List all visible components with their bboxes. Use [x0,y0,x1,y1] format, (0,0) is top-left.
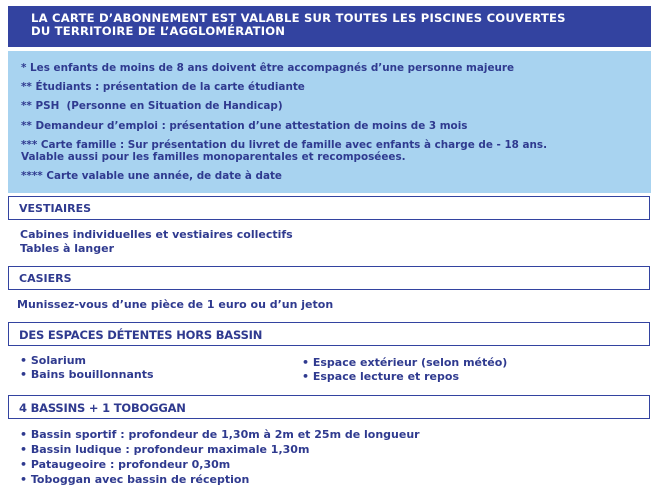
list-item: • Espace extérieur (selon météo) [302,356,508,369]
detente-list-right [302,356,507,383]
casiers-text: Munissez-vous d’une pièce de 1 euro ou d’un jeton [17,298,334,311]
list-item: Cabines individuelles et vestiaires collectifs [20,228,293,241]
list-item: • Bassin sportif : profondeur de 1,30m à 2m et 25m de longueur [20,428,420,441]
list-item: • Solarium [20,354,87,367]
note-family-card: *** Carte famille : Sur présentation du livret de famille avec enfants à charge de - 18 ans. [21,139,548,151]
section-bassins-title: 4 BASSINS + 1 TOBOGGAN [8,395,650,419]
banner-line-2: DU TERRITOIRE DE L’AGGLOMÉRATION [31,24,286,38]
note-card-validity: **** Carte valable une année, de date à date [21,170,282,182]
list-item: • Bassin ludique : profondeur maximale 1,30m [20,443,310,456]
notes-panel [8,51,651,193]
list-item: • Toboggan avec bassin de réception [20,473,250,486]
list-item: • Espace lecture et repos [302,369,459,383]
section-detente-title: DES ESPACES DÉTENTES HORS BASSIN [8,322,650,346]
note-job-seeker: ** Demandeur d’emploi : présentation d’une attestation de moins de 3 mois [21,120,468,132]
note-children: * Les enfants de moins de 8 ans doivent être accompagnés d’une personne majeure [21,62,515,74]
header-banner [8,6,651,47]
note-family-card-cont: Valable aussi pour les familles monoparentales et recomposéees. [21,151,406,163]
note-students: ** Étudiants : présentation de la carte étudiante [21,81,305,93]
section-vestiaires-title: VESTIAIRES [8,196,650,220]
list-item: • Pataugeoire : profondeur 0,30m [20,458,231,471]
section-casiers-title: CASIERS [8,266,650,290]
bassins-list [20,427,420,487]
vestiaires-list [20,228,293,255]
note-psh: ** PSH (Personne en Situation de Handicap) [21,100,283,112]
banner-line-1: LA CARTE D’ABONNEMENT EST VALABLE SUR TOUTES LES PISCINES COUVERTES [31,11,566,25]
detente-list-left [20,354,154,381]
list-item: Tables à langer [20,241,115,255]
list-item: • Bains bouillonnants [20,367,154,381]
